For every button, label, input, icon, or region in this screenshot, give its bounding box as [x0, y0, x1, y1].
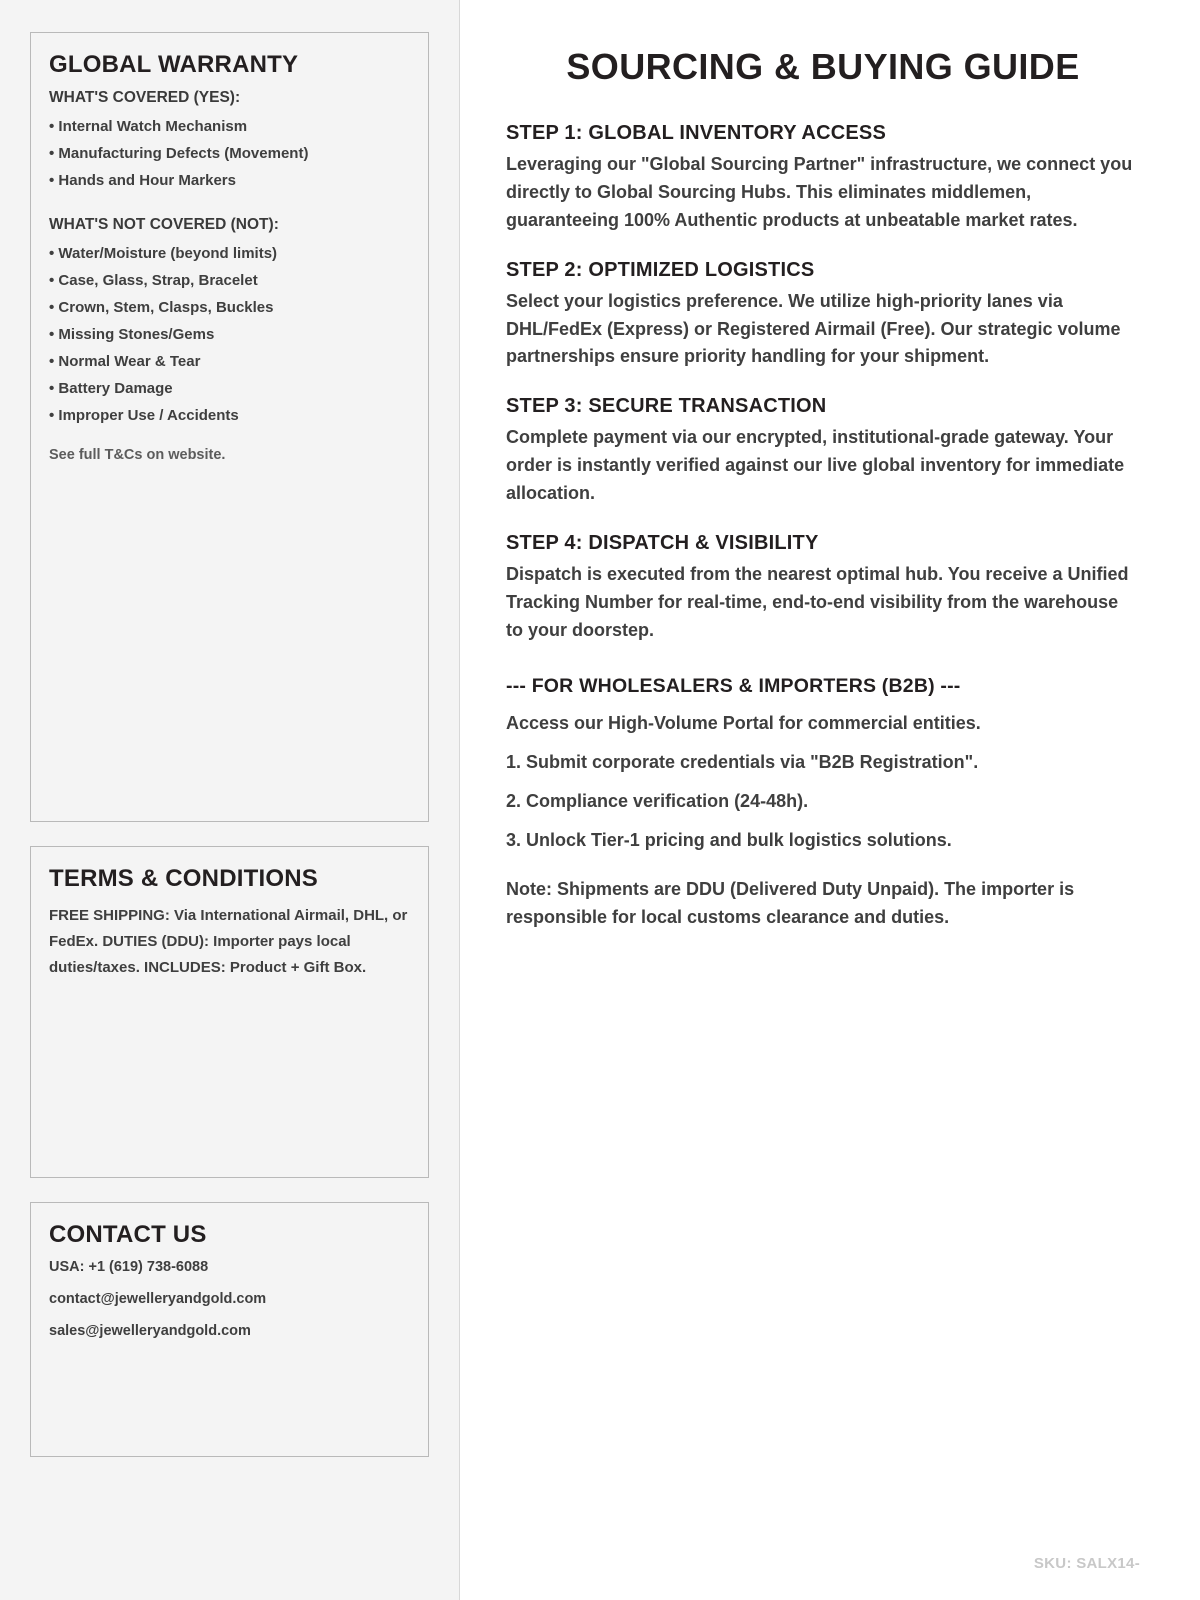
list-item: • Water/Moisture (beyond limits)	[49, 245, 278, 262]
step-2	[506, 259, 1140, 372]
b2b-intro: Access our High-Volume Portal for commercial entities.	[506, 712, 981, 733]
page-title: SOURCING & BUYING GUIDE	[566, 46, 1080, 87]
contact-email-sales: sales@jewelleryandgold.com	[49, 1323, 251, 1339]
list-item: • Case, Glass, Strap, Bracelet	[49, 272, 258, 289]
left-sidebar	[0, 0, 460, 1600]
list-item: • Normal Wear & Tear	[49, 353, 201, 370]
step-3-heading: STEP 3: SECURE TRANSACTION	[506, 395, 827, 418]
step-1-heading: STEP 1: GLOBAL INVENTORY ACCESS	[506, 122, 886, 144]
terms-conditions-title: TERMS & CONDITIONS	[49, 865, 318, 892]
list-item: • Internal Watch Mechanism	[49, 118, 248, 135]
spacer	[49, 194, 410, 216]
contact-us-panel	[30, 1202, 429, 1457]
list-item: • Hands and Hour Markers	[49, 172, 236, 189]
list-item: • Missing Stones/Gems	[49, 326, 215, 343]
global-warranty-title: GLOBAL WARRANTY	[49, 51, 299, 78]
step-2-heading: STEP 2: OPTIMIZED LOGISTICS	[506, 258, 815, 281]
contact-email-primary: contact@jewelleryandgold.com	[49, 1291, 267, 1307]
step-4-body: Dispatch is executed from the nearest optimal hub. You receive a Unified Tracking Number for real-time, end-to-end visibility from the warehouse to your doorstep.	[506, 564, 1129, 640]
whats-not-covered-list	[49, 240, 410, 429]
list-item: • Manufacturing Defects (Movement)	[49, 145, 309, 162]
whats-not-covered-heading: WHAT'S NOT COVERED (NOT):	[49, 216, 279, 233]
b2b-step-2: 2. Compliance verification (24-48h).	[506, 790, 809, 811]
main-content	[460, 0, 1200, 1600]
terms-conditions-body: FREE SHIPPING: Via International Airmail, DHL, or FedEx. DUTIES (DDU): Importer pays local duties/taxes. INCLUDES: Product + Gift Box.	[49, 907, 408, 976]
whats-covered-heading: WHAT'S COVERED (YES):	[49, 89, 241, 106]
b2b-step-1: 1. Submit corporate credentials via "B2B Registration".	[506, 751, 979, 772]
contact-us-title: CONTACT US	[49, 1221, 207, 1248]
step-3	[506, 395, 1140, 508]
b2b-step-3: 3. Unlock Tier-1 pricing and bulk logistics solutions.	[506, 829, 952, 850]
step-1	[506, 122, 1140, 235]
b2b-section	[506, 675, 1140, 932]
list-item: • Battery Damage	[49, 380, 173, 397]
step-1-body: Leveraging our "Global Sourcing Partner" infrastructure, we connect you directly to Global Sourcing Hubs. This eliminates middlemen, guaranteeing 100% Authentic products at unbeatable market rates.	[506, 154, 1133, 230]
step-4	[506, 532, 1140, 645]
warranty-terms-note: See full T&Cs on website.	[49, 447, 226, 463]
sku-label: SKU: SALX14-	[1033, 1555, 1140, 1572]
contact-phone: USA: +1 (619) 738-6088	[49, 1259, 209, 1275]
whats-covered-list	[49, 113, 410, 194]
terms-conditions-panel	[30, 846, 429, 1178]
step-3-body: Complete payment via our encrypted, institutional-grade gateway. Your order is instantly verified against our live global inventory for immediate allocation.	[506, 427, 1125, 504]
global-warranty-panel	[30, 32, 429, 822]
step-4-heading: STEP 4: DISPATCH & VISIBILITY	[506, 532, 819, 555]
list-item: • Improper Use / Accidents	[49, 407, 239, 424]
list-item: • Crown, Stem, Clasps, Buckles	[49, 299, 274, 316]
b2b-ddu-note: Note: Shipments are DDU (Delivered Duty Unpaid). The importer is responsible for local customs clearance and duties.	[506, 878, 1075, 927]
step-2-body: Select your logistics preference. We utilize high-priority lanes via DHL/FedEx (Express) or Registered Airmail (Free). Our strategic volume partnerships ensure priority handling for your shipment.	[506, 290, 1121, 367]
b2b-heading: --- FOR WHOLESALERS & IMPORTERS (B2B) ---	[506, 674, 961, 697]
